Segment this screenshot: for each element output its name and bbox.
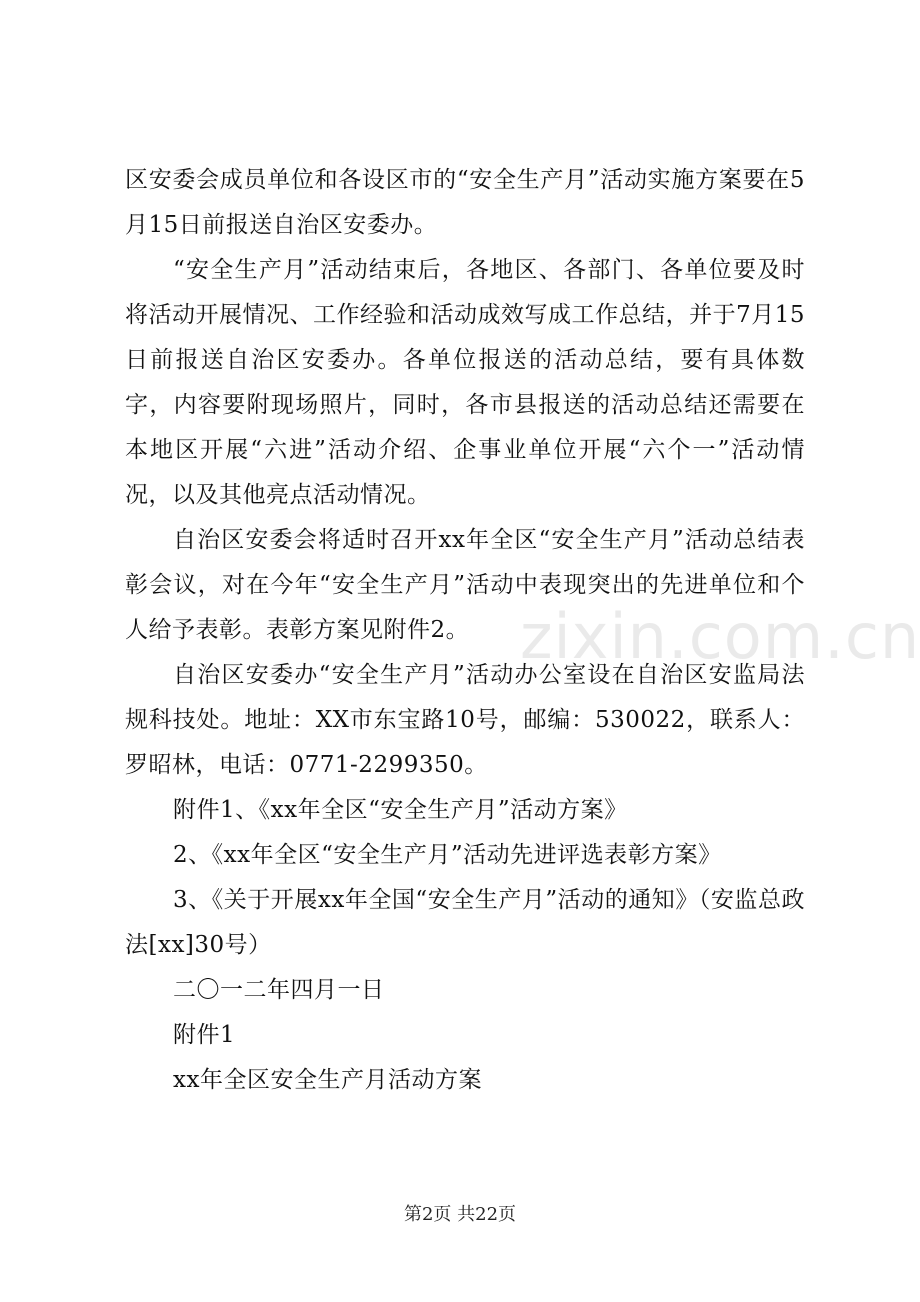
attachment-1: 附件1、《xx年全区“安全生产月”活动方案》 — [173, 797, 628, 823]
attachment-2: 2、《xx年全区“安全生产月”活动先进评选表彰方案》 — [173, 842, 722, 868]
watermark: zixin.com.cn — [520, 600, 920, 673]
paragraph-commendation: 自治区安委会将适时召开xx年全区“安全生产月”活动总结表彰会议，对在今年“安全生产月”活动中表现突出的先进单位和个人给予表彰。表彰方案见附件2。 — [125, 527, 805, 643]
attachment-title: xx年全区安全生产月活动方案 — [173, 1067, 482, 1093]
paragraph-contact: 自治区安委办“安全生产月”活动办公室设在自治区安监局法规科技处。地址：XX市东宝路10号，邮编：530022，联系人：罗昭林，电话：0771-2299350。 — [125, 662, 805, 778]
document-date: 二〇一二年四月一日 — [173, 977, 385, 1003]
paragraph-summary-report: “安全生产月”活动结束后，各地区、各部门、各单位要及时将活动开展情况、工作经验和活动成效写成工作总结，并于7月15日前报送自治区安委办。各单位报送的活动总结，要有具体数字，内容要附现场照片，同时，各市县报送的活动总结还需要在本地区开展“六进”活动介绍、企事业单位开展“六个一”活动情况，以及其他亮点活动情况。 — [125, 257, 805, 508]
paragraph-submission-deadline: 区安委会成员单位和各设区市的“安全生产月”活动实施方案要在5月15日前报送自治区安委办。 — [125, 167, 805, 238]
page-footer: 第2页 共22页 — [403, 1204, 517, 1225]
attachment-heading: 附件1 — [173, 1022, 236, 1048]
attachment-3: 3、《关于开展xx年全国“安全生产月”活动的通知》（安监总政法[xx]30号） — [125, 887, 805, 958]
